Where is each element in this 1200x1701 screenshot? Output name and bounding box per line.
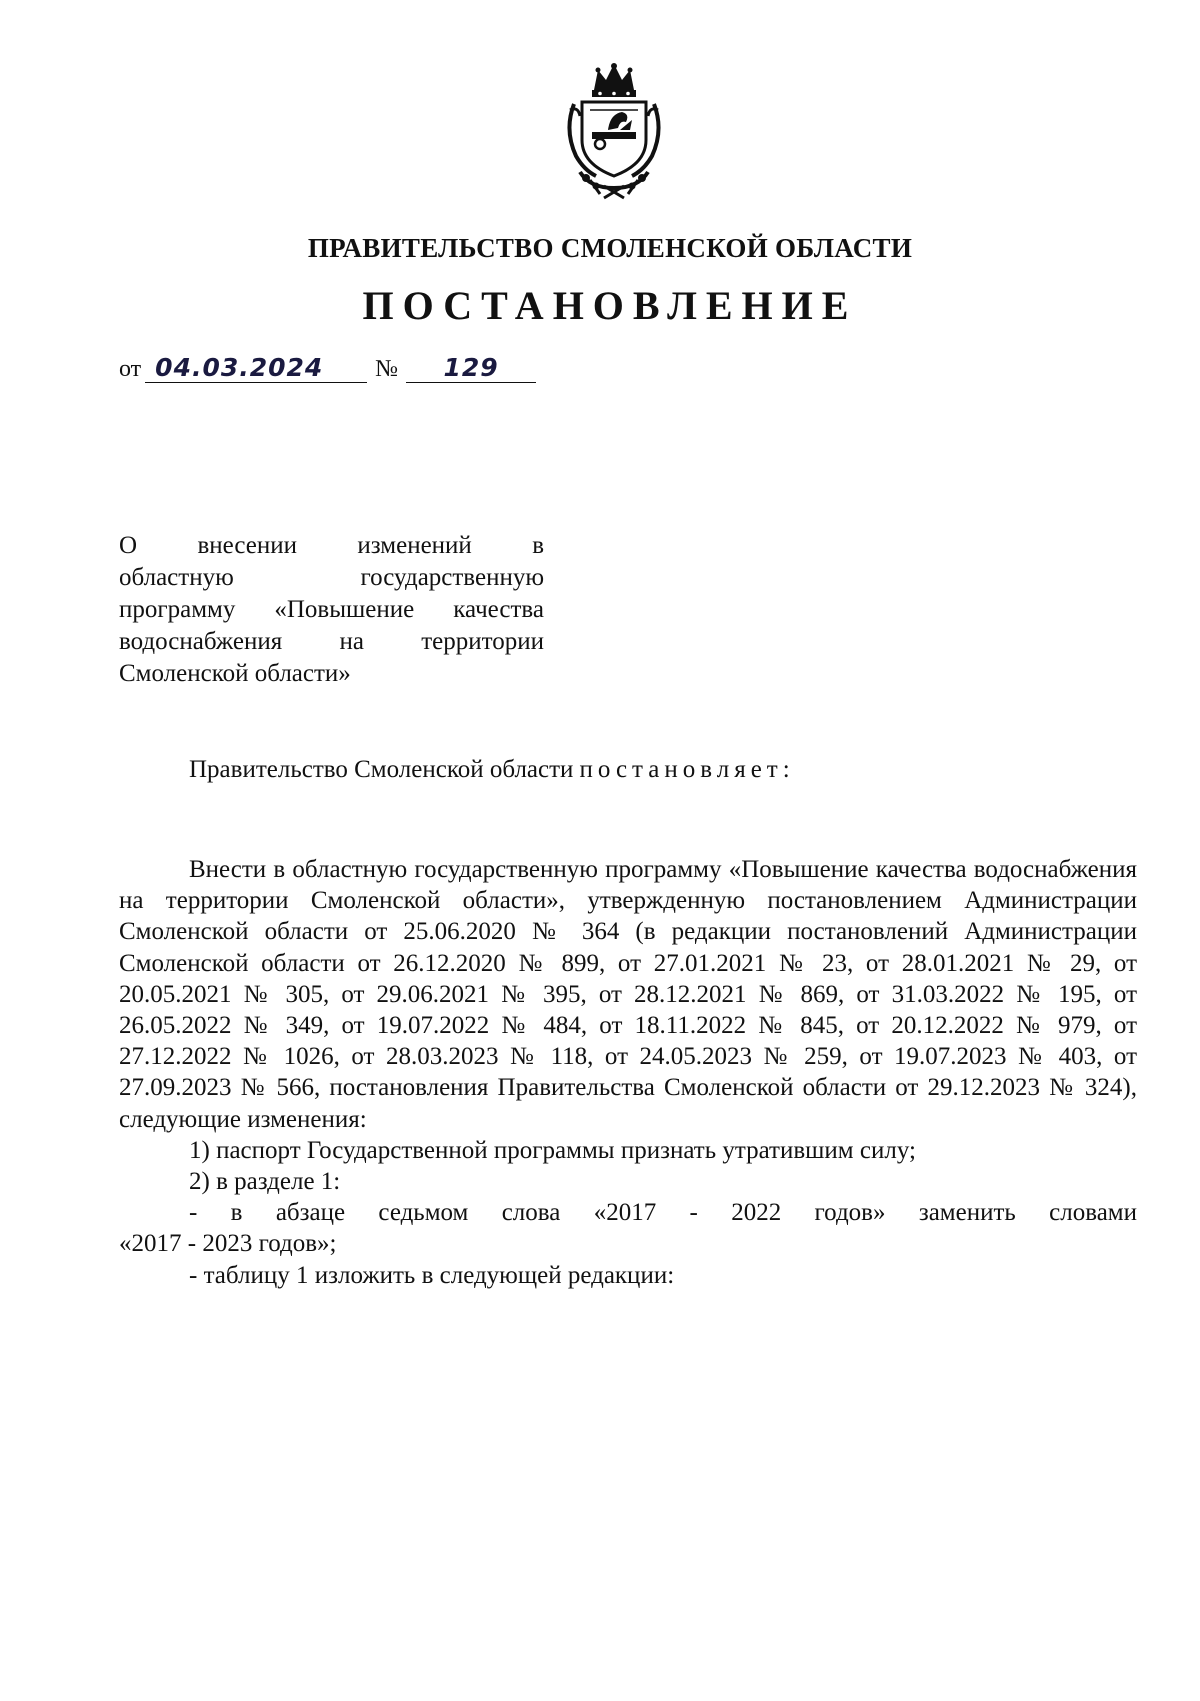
handwritten-date: 04.03.2024 bbox=[145, 354, 367, 383]
document-type-title: ПОСТАНОВЛЕНИЕ bbox=[362, 283, 858, 328]
list-subitem: - таблицу 1 изложить в следующей редакции: bbox=[189, 1261, 675, 1289]
list-item: 1) паспорт Государственной программы признать утратившим силу; bbox=[189, 1136, 916, 1164]
dateline bbox=[119, 354, 536, 383]
list-item: 2) в разделе 1: bbox=[189, 1168, 341, 1196]
date-from-label: от bbox=[119, 356, 142, 382]
preamble-verb: постановляет: bbox=[579, 756, 795, 783]
subject-line: программу «Повышение качества bbox=[119, 596, 544, 623]
document-subject bbox=[119, 530, 544, 690]
list-subitem-continuation: «2017 - 2023 годов»; bbox=[119, 1230, 337, 1258]
document-body bbox=[119, 854, 1137, 1291]
subject-line: водоснабжения на территории bbox=[119, 628, 544, 655]
subject-line: Смоленской области» bbox=[119, 660, 351, 687]
organization-title: ПРАВИТЕЛЬСТВО СМОЛЕНСКОЙ ОБЛАСТИ bbox=[307, 233, 913, 263]
preamble bbox=[189, 756, 795, 784]
subject-line: областную государственную bbox=[119, 564, 544, 591]
list-subitem: - в абзаце седьмом слова «2017 - 2022 годов» заменить словами bbox=[189, 1199, 1137, 1227]
coat-of-arms-icon bbox=[560, 60, 668, 200]
main-paragraph: Внести в областную государственную программу «Повышение качества водоснабжения на территории Смоленской области», утвержденную постановлением Администрации Смоленской области от 25.06.2020 № 364 (в редакции постановлений Администрации Смоленской области от 26.12.2020 № 899, от 27.01.2021 № 23, от 28.01.2021 № 29, от 20.05.2021 № 305, от 29.06.2021 № 395, от 28.12.2021 № 869, от 31.03.2022 № 195, от 26.05.2022 № 349, от 19.07.2022 № 484, от 18.11.2022 № 845, от 20.12.2022 № 979, от 27.12.2022 № 1026, от 28.03.2023 № 118, от 24.05.2023 № 259, от 19.07.2023 № 403, от 27.09.2023 № 566, постановления Правительства Смоленской области от 29.12.2023 № 324), следующие изменения: bbox=[119, 856, 1137, 1133]
subject-line: О внесении изменений в bbox=[119, 532, 544, 559]
preamble-text: Правительство Смоленской области bbox=[189, 756, 574, 783]
number-label: № bbox=[375, 356, 399, 382]
handwritten-number: 129 bbox=[406, 354, 536, 383]
